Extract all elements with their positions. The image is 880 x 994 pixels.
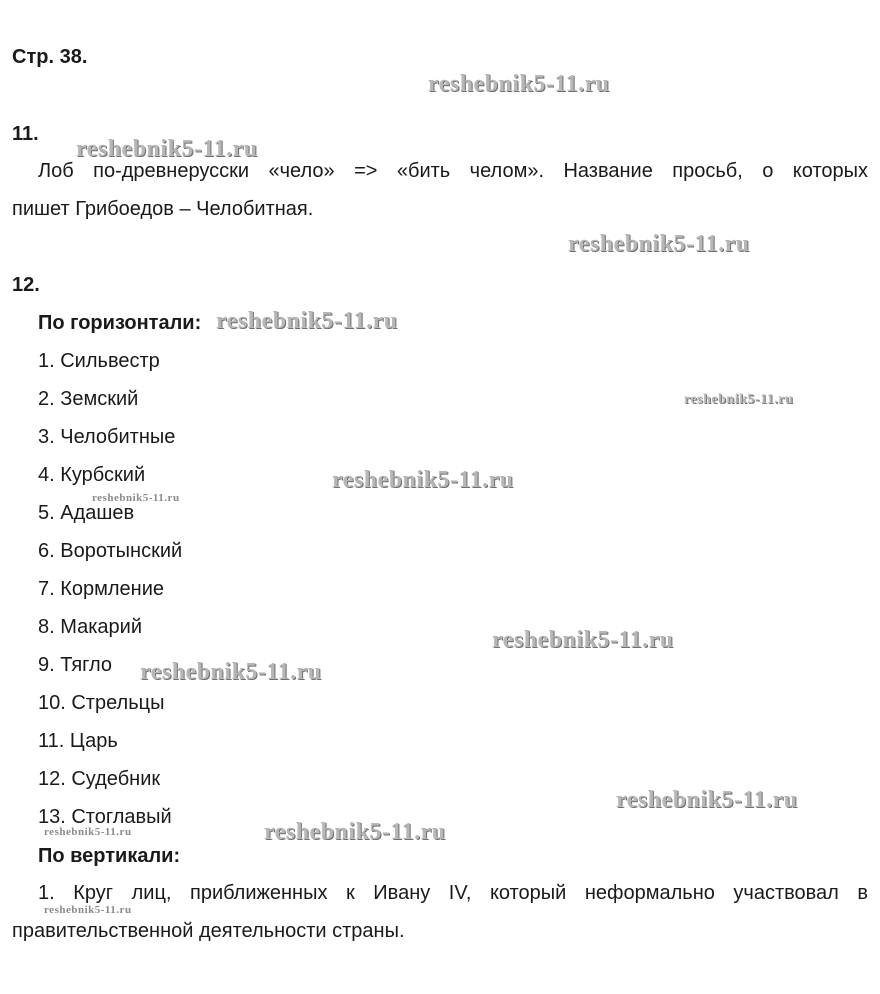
list-item: 8. Макарий bbox=[38, 616, 143, 638]
list-item: 11. Царь bbox=[38, 730, 118, 752]
vertical-text-line1: 1. Круг лиц, приближенных к Ивану IV, который неформально участвовал в bbox=[38, 882, 868, 904]
list-item: 3. Челобитные bbox=[38, 426, 176, 448]
task-12-number: 12. bbox=[12, 274, 40, 296]
list-item: 6. Воротынский bbox=[38, 540, 183, 562]
horizontal-heading: По горизонтали: bbox=[38, 312, 202, 334]
list-item: 7. Кормление bbox=[38, 578, 165, 600]
list-item: 4. Курбский bbox=[38, 464, 146, 486]
list-item: 13. Стоглавый bbox=[38, 806, 172, 828]
task-11-text-line1: Лоб по-древнерусски «чело» => «бить челом». Название просьб, о которых bbox=[38, 160, 868, 182]
list-item: 2. Земский bbox=[38, 388, 139, 410]
task-11-number: 11. bbox=[12, 123, 39, 145]
watermark: reshebnik5-11.ru bbox=[492, 627, 674, 653]
vertical-text-line2: правительственной деятельности страны. bbox=[12, 920, 405, 942]
watermark: reshebnik5-11.ru bbox=[140, 659, 322, 685]
list-item: 1. Сильвестр bbox=[38, 350, 160, 372]
vertical-heading: По вертикали: bbox=[38, 845, 181, 867]
watermark: reshebnik5-11.ru bbox=[44, 826, 132, 838]
task-11-text-line2: пишет Грибоедов – Челобитная. bbox=[12, 198, 314, 220]
watermark: reshebnik5-11.ru bbox=[568, 231, 750, 257]
watermark: reshebnik5-11.ru bbox=[332, 467, 514, 493]
watermark: reshebnik5-11.ru bbox=[684, 392, 794, 407]
list-item: 9. Тягло bbox=[38, 654, 113, 676]
watermark: reshebnik5-11.ru bbox=[76, 136, 258, 162]
watermark: reshebnik5-11.ru bbox=[428, 71, 610, 97]
watermark: reshebnik5-11.ru bbox=[92, 492, 180, 504]
list-item: 12. Судебник bbox=[38, 768, 161, 790]
watermark: reshebnik5-11.ru bbox=[616, 787, 798, 813]
list-item: 5. Адашев bbox=[38, 502, 135, 524]
watermark: reshebnik5-11.ru bbox=[264, 819, 446, 845]
watermark: reshebnik5-11.ru bbox=[44, 904, 132, 916]
watermark: reshebnik5-11.ru bbox=[216, 308, 398, 334]
list-item: 10. Стрельцы bbox=[38, 692, 165, 714]
page-header: Стр. 38. bbox=[12, 46, 88, 68]
